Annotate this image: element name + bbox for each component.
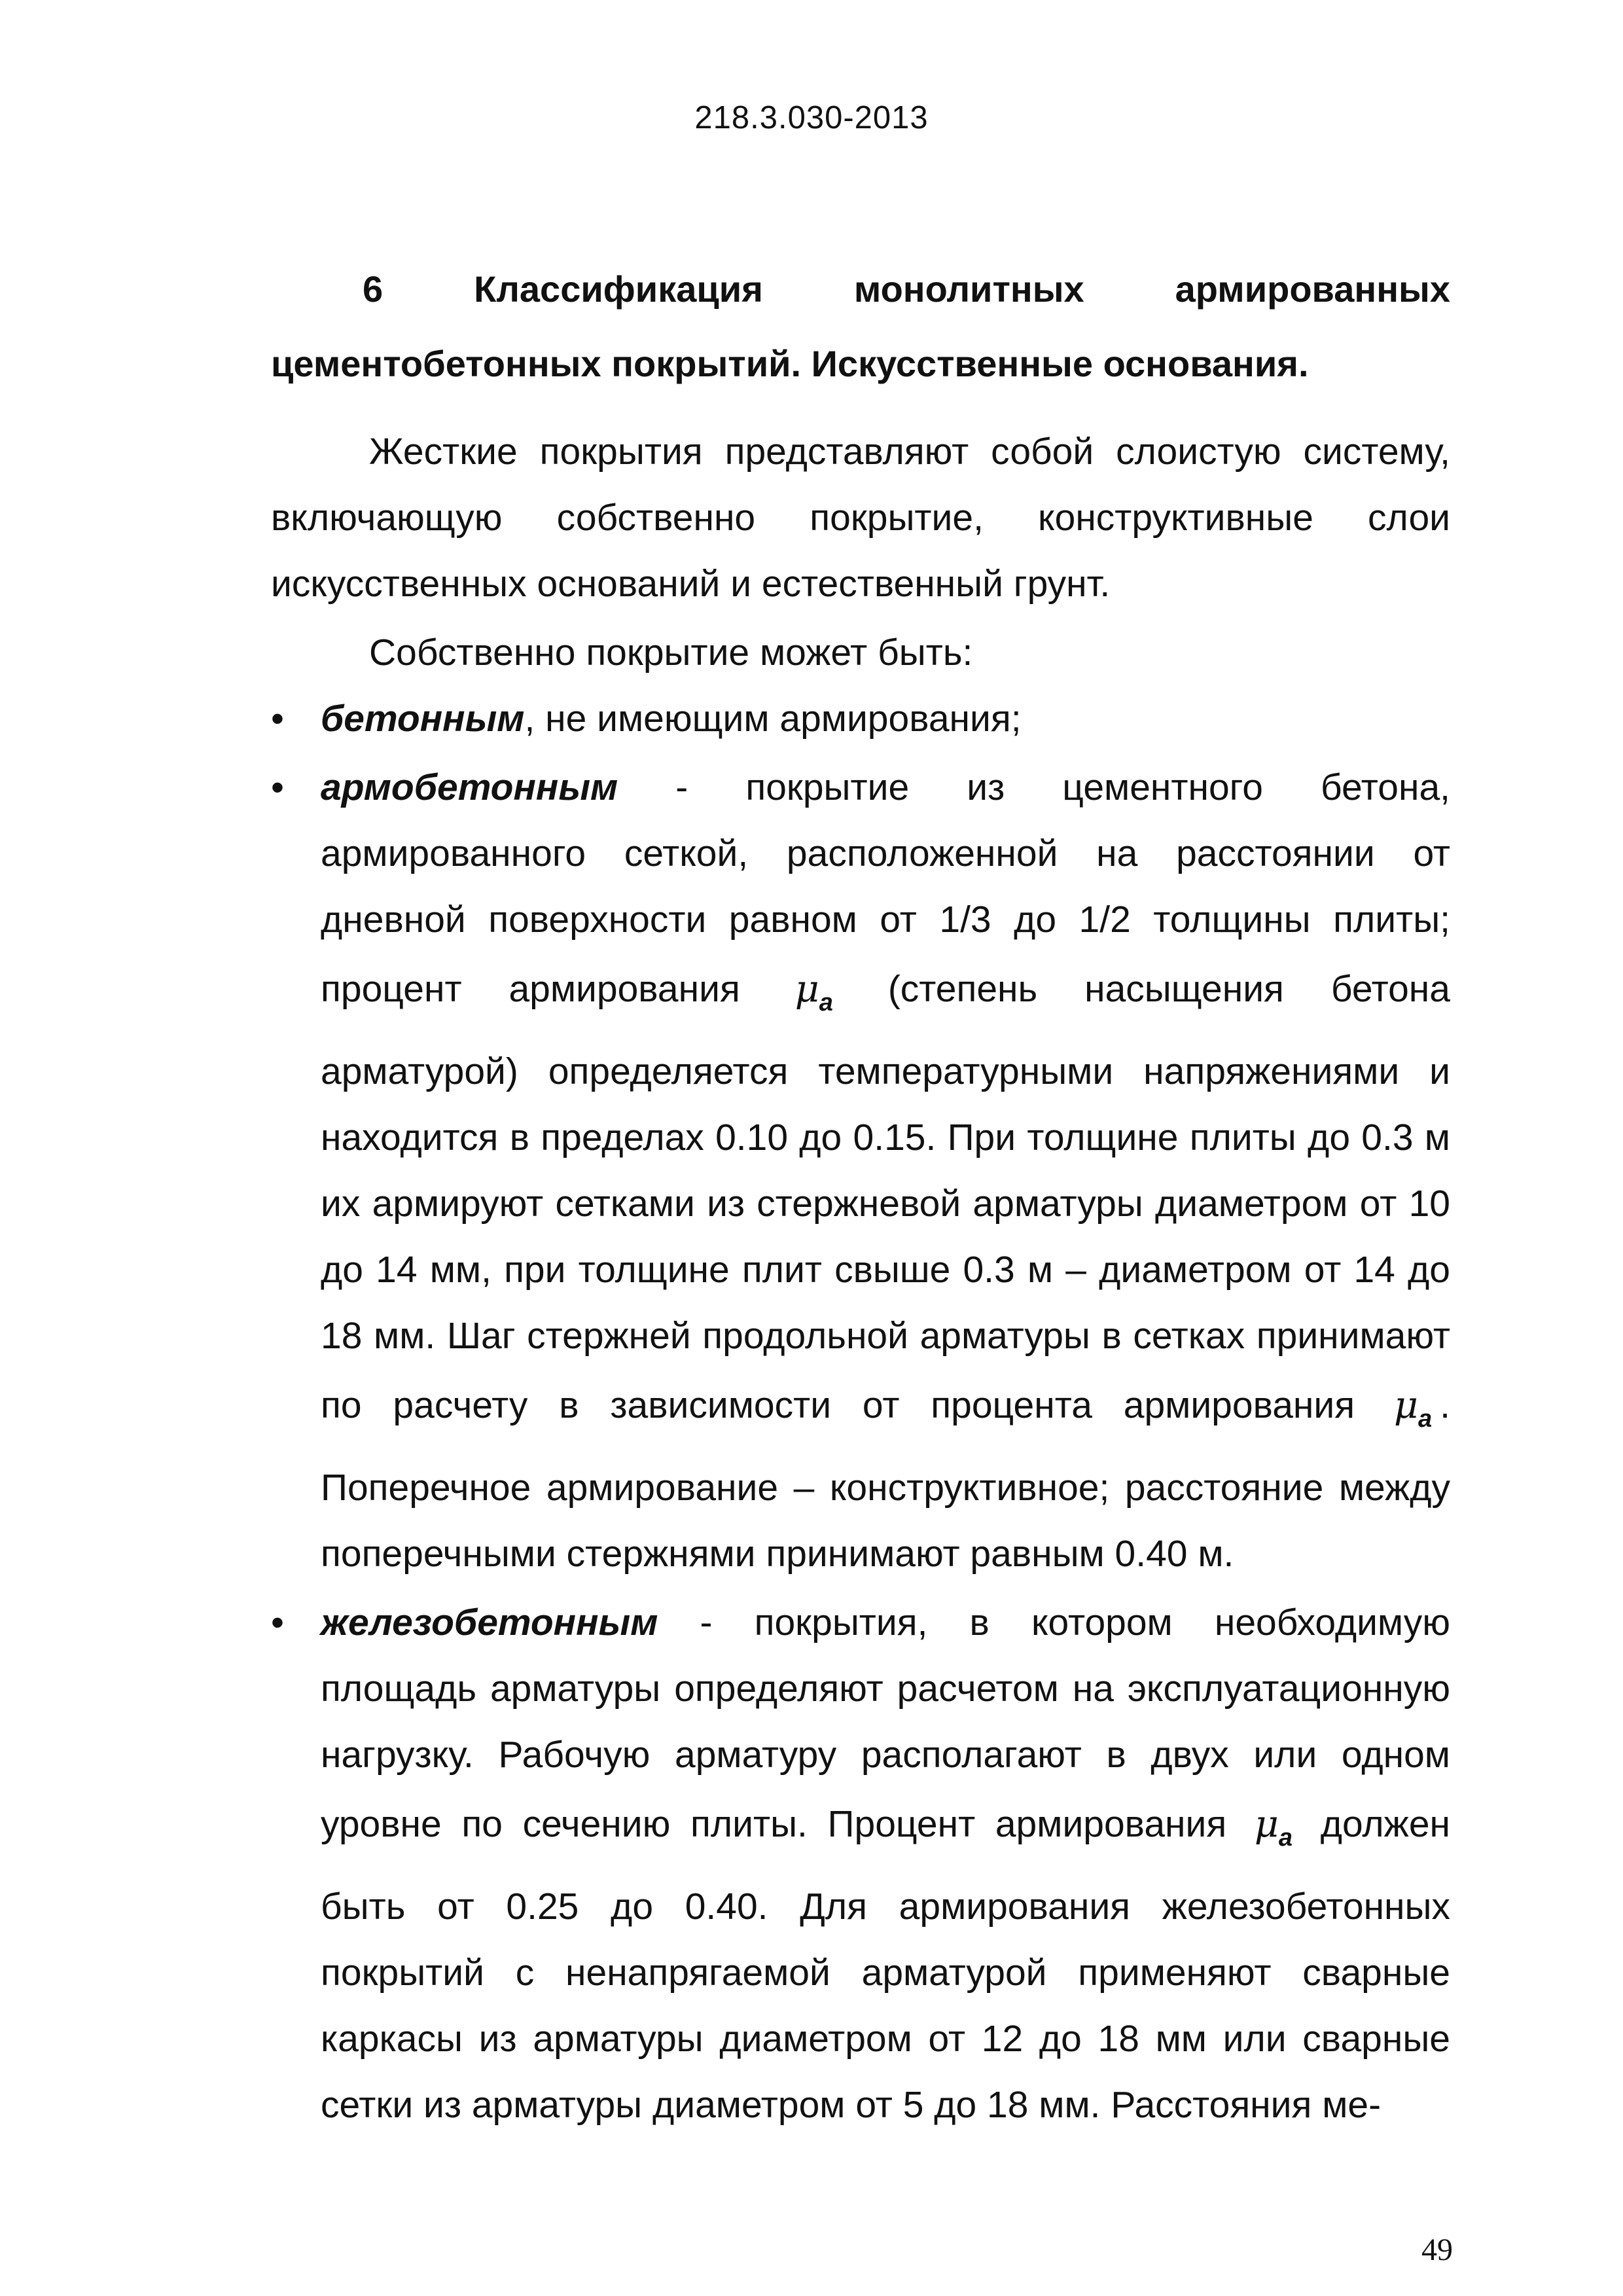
heading-word-1: Классификация (474, 268, 763, 310)
heading-word-3: армированных (1175, 268, 1450, 310)
item-text: (степень насыщения бетона арматурой) определяется температурными напряжениями и находится в пределах 0.10 до 0.15. При толщине плиты до 0.3 м их армируют сетками из стержневой арматуры диаметром от 10 до 14 мм, при толщине плит свыше 0.3 м – диаметром от 14 до 18 мм. Шаг стержней продольной арматуры в сетках принимают по расчету в зависимости от процента армирования (321, 968, 1450, 1426)
mu-a-symbol: $\mu_a$ (794, 967, 833, 1016)
term-reinforced-mesh-concrete: армобетонным (321, 766, 618, 808)
item-text: . Поперечное армирование – конструктивное; расстояние между поперечными стержнями принимают равным 0.40 м. (321, 1384, 1450, 1575)
item-text: - покрытия, в котором необходимую площадь арматуры определяют расчетом на эксплуатационную нагрузку. Рабочую арматуру располагают в двух или одном уровне по сечению плиты. Процент армирования (321, 1602, 1450, 1845)
section-heading (271, 252, 1450, 401)
section-heading-line-1 (271, 252, 1450, 327)
heading-word-2: монолитных (853, 268, 1084, 310)
item-text: должен быть от 0.25 до 0.40. Для армирования железобетонных покрытий с ненапрягаемой арматурой применяют сварные каркасы из арматуры диаметром от 12 до 18 мм или сварные сетки из арматуры диаметром от 5 до 18 мм. Расстояния ме- (321, 1803, 1450, 2126)
paragraph-pavement-types-intro: Собственно покрытие может быть: (369, 632, 973, 673)
bullet-icon: • (271, 766, 284, 808)
mu-a-symbol: $\mu_a$ (1393, 1384, 1433, 1433)
term-concrete: бетонным (321, 698, 525, 740)
section-heading-line-2: цементобетонных покрытий. Искусственные основания. (271, 343, 1309, 384)
item-text: - покрытие из цементного бетона, армированного сеткой, расположенной на расстоянии от дневной поверхности равном от 1/3 до 1/2 толщины плиты; процент армирования (321, 766, 1450, 1010)
list-item-reinforced-mesh-concrete (271, 755, 1450, 1587)
section-number: 6 (363, 268, 383, 310)
term-reinforced-concrete: железобетонным (321, 1602, 658, 1643)
paragraph-rigid-pavements: Жесткие покрытия представляют собой слоистую систему, включающую собственно покрытие, конструктивные слои искусственных оснований и естественный грунт. (271, 431, 1450, 605)
item-text: , не имеющим армирования; (524, 698, 1022, 740)
document-code-header: 218.3.030-2013 (694, 100, 929, 135)
bullet-icon: • (271, 698, 284, 740)
pavement-types-list (271, 686, 1450, 2138)
page-number: 49 (1421, 2233, 1453, 2267)
list-item-concrete (271, 686, 1450, 752)
bullet-icon: • (271, 1602, 284, 1643)
mu-a-symbol: $\mu_a$ (1254, 1803, 1293, 1852)
body-text (271, 419, 1450, 2141)
list-item-reinforced-concrete (271, 1590, 1450, 2138)
